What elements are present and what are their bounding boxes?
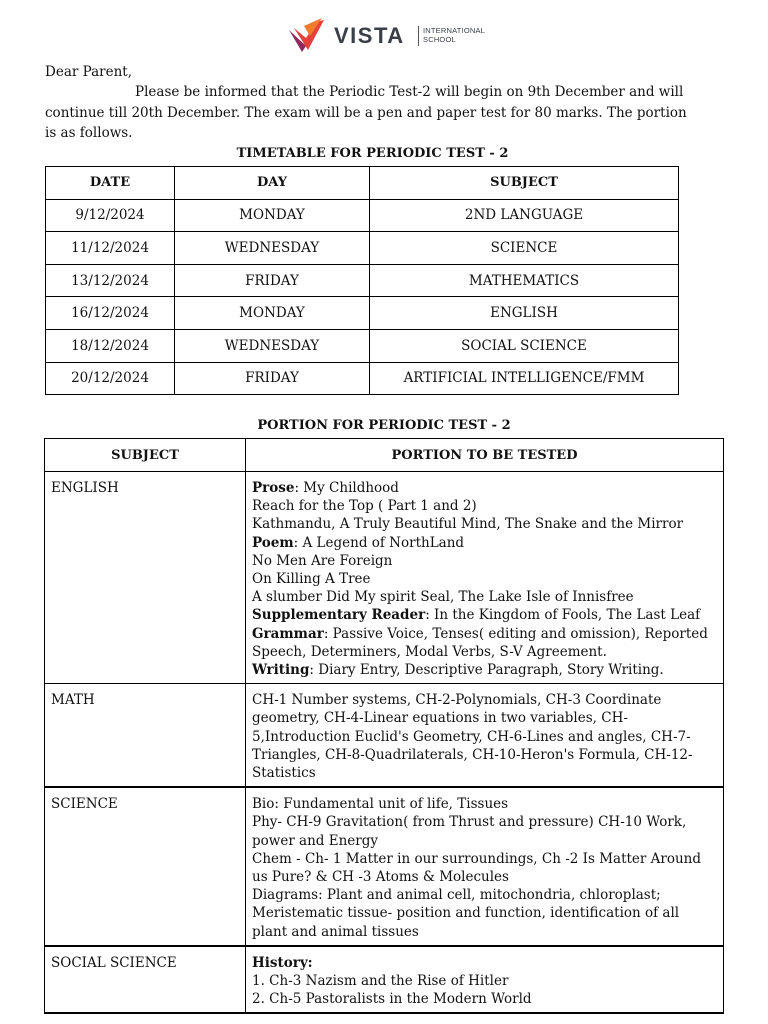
letter-body <box>45 82 695 144</box>
date-cell: 11/12/2024 <box>46 232 175 265</box>
subject-cell: SOCIAL SCIENCE <box>45 946 246 1014</box>
diagrams-line: Diagrams: Plant and animal cell, mitochondria, chloroplast; Meristematic tissue- position and function, identification of all plant and animal tissues <box>252 887 680 940</box>
greeting: Dear Parent, <box>45 64 132 80</box>
school-logo <box>284 14 500 58</box>
portion-cell <box>246 472 724 684</box>
timetable-header-row <box>46 167 679 200</box>
table-row <box>46 232 679 265</box>
portion-line: Kathmandu, A Truly Beautiful Mind, The Snake and the Mirror <box>252 516 684 533</box>
date-cell: 9/12/2024 <box>46 199 175 232</box>
history-label: History: <box>252 954 313 971</box>
portion-title: PORTION FOR PERIODIC TEST - 2 <box>257 418 511 433</box>
table-row <box>46 329 679 362</box>
portion-row-english <box>45 472 724 684</box>
bio-line: Bio: Fundamental unit of life, Tissues <box>252 796 509 813</box>
table-row <box>46 297 679 330</box>
subject-cell: ARTIFICIAL INTELLIGENCE/FMM <box>370 362 679 395</box>
supplementary-label: Supplementary Reader <box>252 607 426 624</box>
grammar-label: Grammar <box>252 625 324 642</box>
supplementary-text: : In the Kingdom of Fools, The Last Leaf <box>425 607 701 624</box>
portion-table <box>44 438 724 1014</box>
day-cell: WEDNESDAY <box>175 329 370 362</box>
header-day: DAY <box>175 167 370 200</box>
prose-label: Prose <box>252 480 295 496</box>
header-subject: SUBJECT <box>370 167 679 200</box>
grammar-text: : Passive Voice, Tenses( editing and omission), Reported Speech, Determiners, Modal Verbs, S-V Agreement. <box>252 625 708 660</box>
date-cell: 13/12/2024 <box>46 264 175 297</box>
portion-header-row <box>45 439 724 472</box>
writing-label: Writing <box>252 662 310 679</box>
subject-cell: SCIENCE <box>45 787 246 946</box>
date-cell: 18/12/2024 <box>46 329 175 362</box>
poem-label: Poem <box>252 534 294 551</box>
date-cell: 20/12/2024 <box>46 362 175 395</box>
subject-cell: MATH <box>45 684 246 788</box>
portion-row-science <box>45 787 724 946</box>
letter-body-text: Please be informed that the Periodic Test-2 will begin on 9th December and will continue till 20th December. The exam will be a pen and paper test for 80 marks. The portion is as follows. <box>45 84 687 141</box>
timetable-title: TIMETABLE FOR PERIODIC TEST - 2 <box>236 146 509 161</box>
date-cell: 16/12/2024 <box>46 297 175 330</box>
subject-cell: ENGLISH <box>370 297 679 330</box>
logo-subtitle <box>423 27 485 44</box>
day-cell: MONDAY <box>175 297 370 330</box>
portion-row-math <box>45 684 724 788</box>
subject-cell: 2ND LANGUAGE <box>370 199 679 232</box>
poem-line <box>252 534 718 552</box>
day-cell: FRIDAY <box>175 264 370 297</box>
chem-line: Chem - Ch- 1 Matter in our surroundings, Ch -2 Is Matter Around us Pure? & CH -3 Atoms & Molecules <box>252 850 702 886</box>
portion-line: Reach for the Top ( Part 1 and 2) <box>252 498 477 515</box>
day-cell: MONDAY <box>175 199 370 232</box>
phy-line: Phy- CH-9 Gravitation( from Thrust and pressure) CH-10 Work, power and Energy <box>252 814 687 849</box>
subject-cell: MATHEMATICS <box>370 264 679 297</box>
subject-cell: ENGLISH <box>45 472 246 684</box>
vista-emblem-icon <box>286 16 330 56</box>
header-portion: PORTION TO BE TESTED <box>246 439 724 472</box>
writing-text: : Diary Entry, Descriptive Paragraph, Story Writing. <box>309 662 664 679</box>
logo-divider <box>418 26 419 46</box>
day-cell: WEDNESDAY <box>175 232 370 265</box>
table-row <box>46 264 679 297</box>
day-cell: FRIDAY <box>175 362 370 395</box>
portion-cell <box>246 946 724 1014</box>
grammar-line <box>252 625 718 661</box>
history-item: 1. Ch-3 Nazism and the Rise of Hitler <box>252 973 509 990</box>
portion-cell: CH-1 Number systems, CH-2-Polynomials, CH-3 Coordinate geometry, CH-4-Linear equations in two variables, CH-5,Introduction Euclid's Geometry, CH-6-Lines and angles, CH-7-Triangles, CH-8-Quadrilaterals, CH-10-Heron's Formula, CH-12-Statistics <box>246 684 724 788</box>
timetable-table <box>45 166 679 395</box>
logo-name: VISTA <box>334 23 405 48</box>
table-row <box>46 362 679 395</box>
portion-cell <box>246 787 724 946</box>
poem-text: : A Legend of NorthLand <box>293 534 465 551</box>
prose-text: : My Childhood <box>294 480 399 496</box>
header-date: DATE <box>46 167 175 200</box>
subject-cell: SCIENCE <box>370 232 679 265</box>
portion-row-social-science <box>45 946 724 1014</box>
portion-line: A slumber Did My spirit Seal, The Lake Isle of Innisfree <box>252 589 634 606</box>
subject-cell: SOCIAL SCIENCE <box>370 329 679 362</box>
prose-line <box>252 479 718 497</box>
portion-line: No Men Are Foreign <box>252 552 393 569</box>
history-item: 2. Ch-5 Pastoralists in the Modern World <box>252 991 532 1008</box>
logo-sub-line2: SCHOOL <box>423 34 456 44</box>
writing-line <box>252 661 718 679</box>
supplementary-line <box>252 606 718 624</box>
header-subject: SUBJECT <box>45 439 246 472</box>
table-row <box>46 199 679 232</box>
logo-sub-line1: INTERNATIONAL <box>423 26 486 35</box>
portion-line: On Killing A Tree <box>252 571 371 588</box>
